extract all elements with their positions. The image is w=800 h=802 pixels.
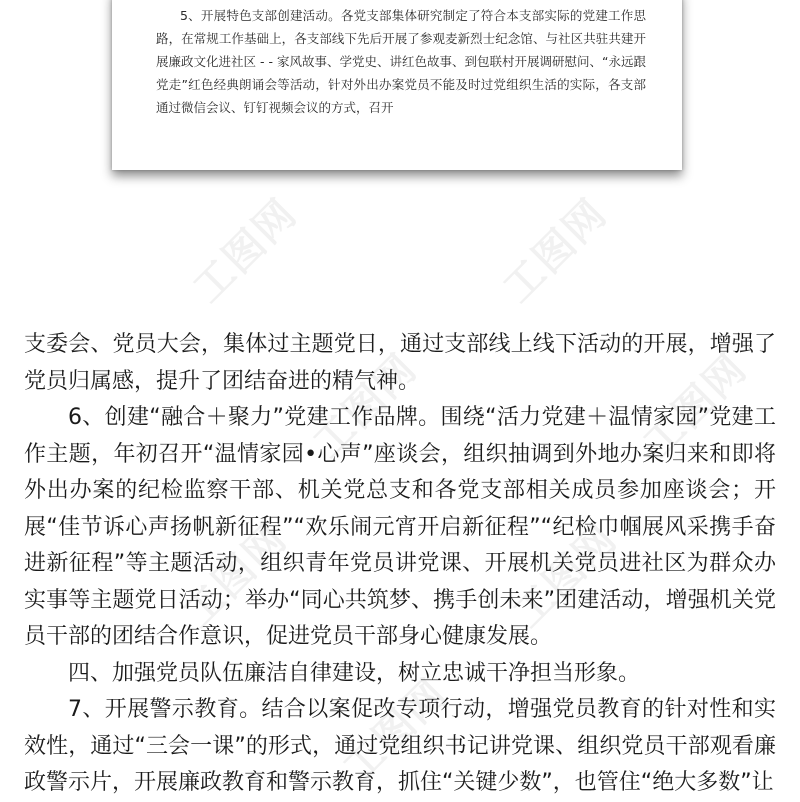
watermark: 工图网: [174, 515, 297, 637]
body-paragraph: 7、开展警示教育。结合以案促改专项行动，增强党员教育的针对性和实效性，通过“三会一课”的形式，通过党组织书记讲党课、组织党员干部观看廉政警示片，开展廉政教育和警示教育，抓住“关键少数”，也管住“绝大多数”让: [24, 697, 776, 795]
watermark: 工图网: [334, 670, 457, 792]
watermark: 工图网: [634, 345, 757, 467]
document-body: [24, 327, 776, 802]
watermark: 工图网: [184, 190, 307, 312]
section-heading: 四、加强党员队伍廉洁自律建设，树立忠诚干净担当形象。: [68, 660, 641, 686]
watermark: 工图网: [494, 190, 617, 312]
watermark: 工图网: [304, 345, 427, 467]
preview-paragraph-text: 5、开展特色支部创建活动。各党支部集体研究制定了符合本支部实际的党建工作思路，在常规工作基础上，各支部线下先后开展了参观麦新烈士纪念馆、与社区共驻共建开展廉政文化进社区 - - 家风故事、学党史、讲红色故事、到包联村开展调研慰问、“永远跟党走”红色经典朗诵会等活动，针对外出办案党员不能及时过党组织生活的实际，各支部通过微信会议、钉钉视频会议的方式，召开: [156, 8, 646, 115]
preview-paragraph: [156, 4, 646, 119]
body-paragraph: 支委会、党员大会，集体过主题党日，通过支部线上线下活动的开展，增强了党员归属感，提升了团结奋进的精气神。: [24, 332, 776, 394]
watermark: 工图网: [504, 515, 627, 637]
document-page-preview: [112, 0, 682, 170]
body-paragraph: 6、创建“融合＋聚力”党建工作品牌。围绕“活力党建＋温情家园”党建工作主题，年初召开“温情家园•心声”座谈会，组织抽调到外地办案归来和即将外出办案的纪检监察干部、机关党总支和各党支部相关成员参加座谈会；开展“佳节诉心声扬帆新征程”“欢乐闹元宵开启新征程”“纪检巾帼展风采携手奋进新征程”等主题活动，组织青年党员讲党课、开展机关党员进社区为群众办实事等主题党日活动；举办“同心共筑梦、携手创未来”团建活动，增强机关党员干部的团结合作意识，促进党员干部身心健康发展。: [24, 405, 776, 649]
